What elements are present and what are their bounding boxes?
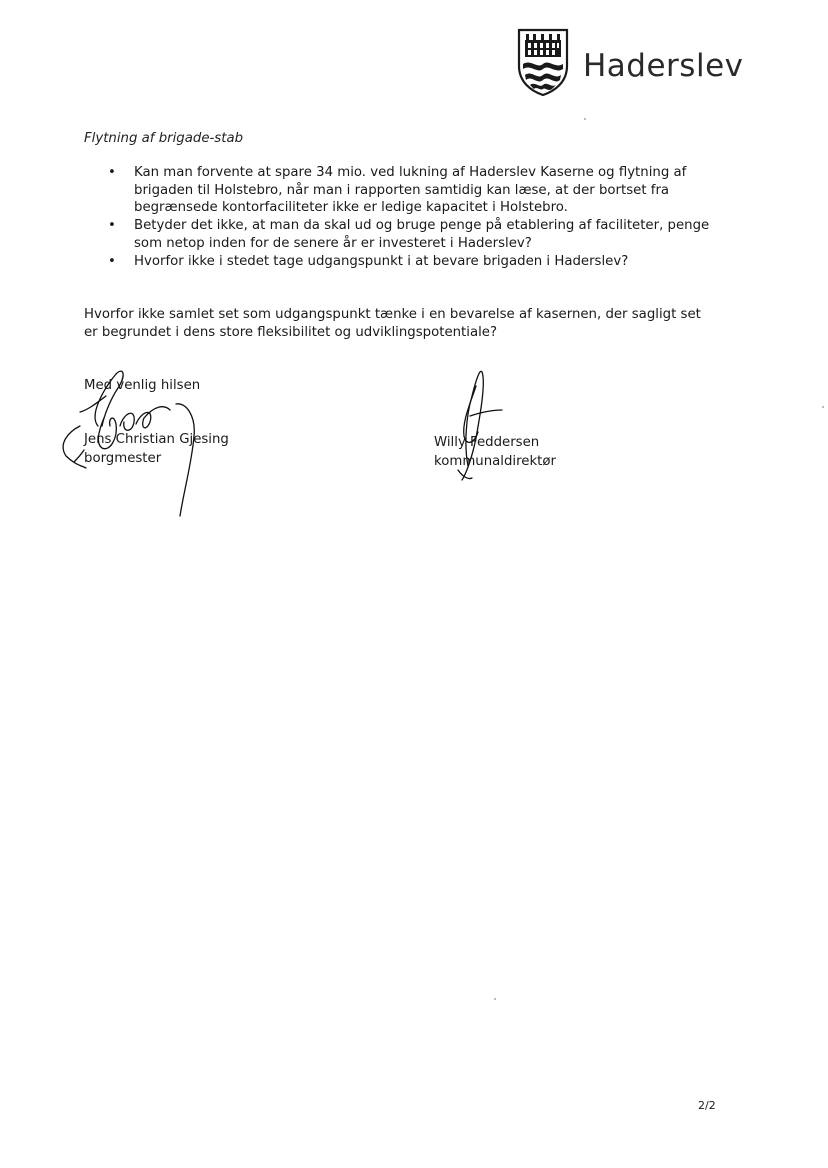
signatory-name: Jens Christian Gjesing xyxy=(84,432,229,447)
bullet-list xyxy=(108,164,728,270)
logo-text: Haderslev xyxy=(583,48,744,84)
signature-director xyxy=(440,366,520,486)
bullet-item: • Hvorfor ikke i stedet tage udgangspunkt i at bevare brigaden i Haderslev? xyxy=(108,253,728,271)
signatory-title: kommunaldirektør xyxy=(434,454,556,469)
scan-mark xyxy=(494,998,496,1000)
page-number: 2/2 xyxy=(698,1099,716,1112)
signatory-name: Willy Feddersen xyxy=(434,435,540,450)
signatory-title: borgmester xyxy=(84,451,162,466)
haderslev-logo xyxy=(517,28,767,100)
bullet-item: • Betyder det ikke, at man da skal ud og bruge penge på etablering af faciliteter, penge som netop inden for de senere år er investeret i Haderslev? xyxy=(108,217,728,252)
bullet-item: • Kan man forvente at spare 34 mio. ved lukning af Haderslev Kaserne og flytning af brigaden til Holstebro, når man i rapporten samtidig kan læse, at der bortset fra begrænsede kontorfaciliteter ikke er ledige kapacitet i Holstebro. xyxy=(108,164,728,217)
body-paragraph: Hvorfor ikke samlet set som udgangspunkt tænke i en bevarelse af kasernen, der sagligt set er begrundet i dens store fleksibilitet og udviklingspotentiale? xyxy=(84,307,701,340)
closing-text: Med venlig hilsen xyxy=(84,378,201,393)
scan-mark xyxy=(822,406,824,408)
haderslev-crest-icon xyxy=(517,28,569,96)
section-title: Flytning af brigade-stab xyxy=(84,131,244,146)
scan-mark xyxy=(584,118,586,120)
signature-mayor xyxy=(58,366,228,526)
